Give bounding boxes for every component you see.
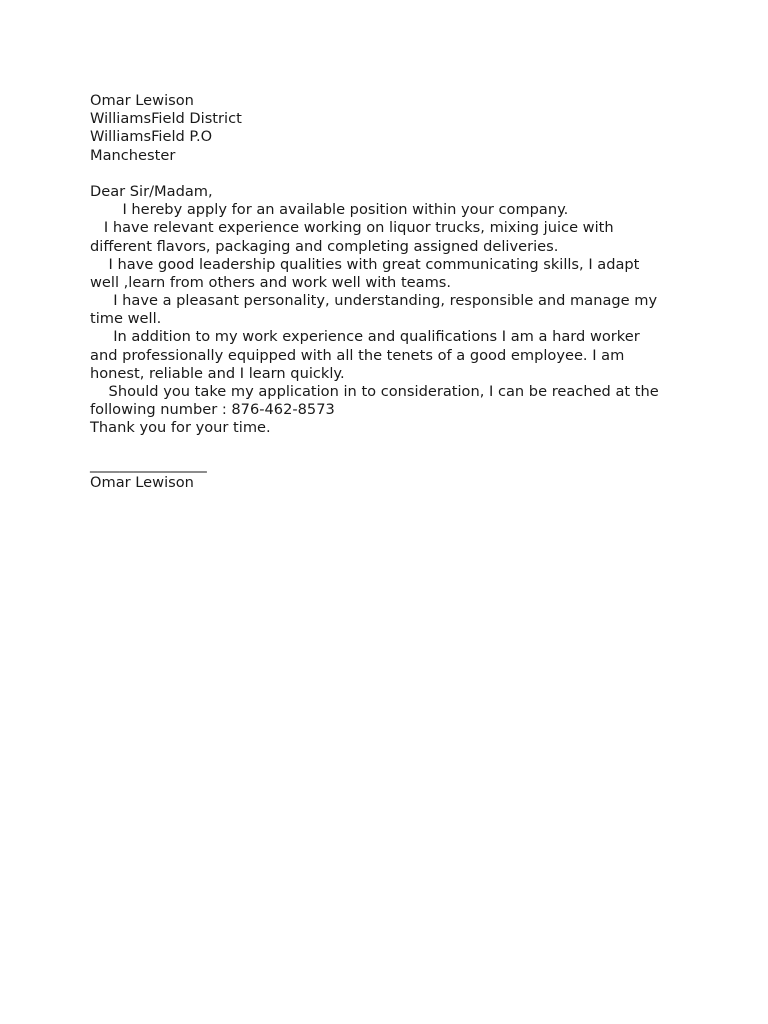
sender-address-line: WilliamsField P.O	[90, 128, 213, 146]
body-line: I have a pleasant personality, understanding, responsible and manage my	[90, 292, 658, 310]
salutation: Dear Sir/Madam,	[90, 182, 213, 200]
cover-letter	[90, 92, 690, 492]
sender-address-line: WilliamsField District	[90, 110, 242, 128]
body-line: different flavors, packaging and completing assigned deliveries.	[90, 237, 559, 255]
body-line: I hereby apply for an available position within your company.	[90, 201, 569, 219]
body-line: following number : 876-462-8573	[90, 401, 335, 419]
body-line: I have relevant experience working on liquor trucks, mixing juice with	[90, 219, 614, 237]
letter-body	[90, 201, 690, 419]
closing: Thank you for your time.	[90, 419, 271, 437]
body-line: well ,learn from others and work well with teams.	[90, 273, 452, 291]
body-line: In addition to my work experience and qualifications I am a hard worker	[90, 328, 640, 346]
spacer	[90, 165, 690, 183]
signature-line: ________________	[90, 455, 207, 473]
body-line: and professionally equipped with all the tenets of a good employee. I am	[90, 346, 625, 364]
body-line: Should you take my application in to consideration, I can be reached at the	[90, 383, 659, 400]
spacer	[90, 438, 690, 456]
body-line: honest, reliable and I learn quickly.	[90, 364, 345, 382]
sender-name: Omar Lewison	[90, 92, 194, 109]
body-line: I have good leadership qualities with great communicating skills, I adapt	[90, 255, 640, 273]
body-line: time well.	[90, 310, 162, 328]
sender-address-block	[90, 92, 690, 165]
signature-name: Omar Lewison	[90, 473, 194, 491]
sender-address-line: Manchester	[90, 146, 176, 164]
